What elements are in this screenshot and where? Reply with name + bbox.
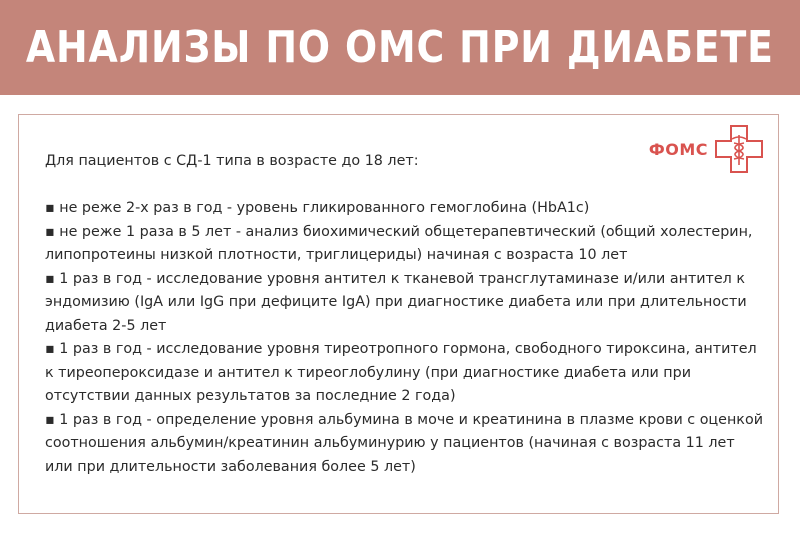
list-item: ▪ 1 раз в год - исследование уровня антител к тканевой трансглутаминазе и/или антител к эндомизию (IgA или IgG при дефиците IgA) при диагностике диабета или при длительности диабета 2-5 лет	[45, 268, 764, 339]
info-card	[18, 114, 779, 514]
foms-logo-text: ФОМС	[648, 139, 708, 159]
intro-text: Для пациентов с СД-1 типа в возрасте до 18 лет:	[45, 153, 419, 169]
spacer	[45, 174, 764, 198]
list-item: ▪ не реже 2-х раз в год - уровень гликированного гемоглобина (HbA1c)	[45, 197, 764, 221]
analysis-list	[45, 197, 764, 479]
header-banner	[0, 0, 800, 95]
page-title: АНАЛИЗЫ ПО ОМС ПРИ ДИАБЕТЕ	[26, 22, 775, 73]
list-item: ▪ не реже 1 раза в 5 лет - анализ биохимический общетерапевтический (общий холестерин, липопротеины низкой плотности, триглицериды) начиная с возраста 10 лет	[45, 221, 764, 268]
list-item: ▪ 1 раз в год - определение уровня альбумина в моче и креатинина в плазме крови с оценкой соотношения альбумин/креатинин альбуминурию у пациентов (начиная с возраста 11 лет или при длительности заболевания более 5 лет)	[45, 409, 764, 480]
list-item: ▪ 1 раз в год - исследование уровня тиреотропного гормона, свободного тироксина, антител к тиреопероксидазе и антител к тиреоглобулину (при диагностике диабета или при отсутствии данных результатов за последние 2 года)	[45, 338, 764, 409]
requirements-text	[45, 150, 764, 479]
